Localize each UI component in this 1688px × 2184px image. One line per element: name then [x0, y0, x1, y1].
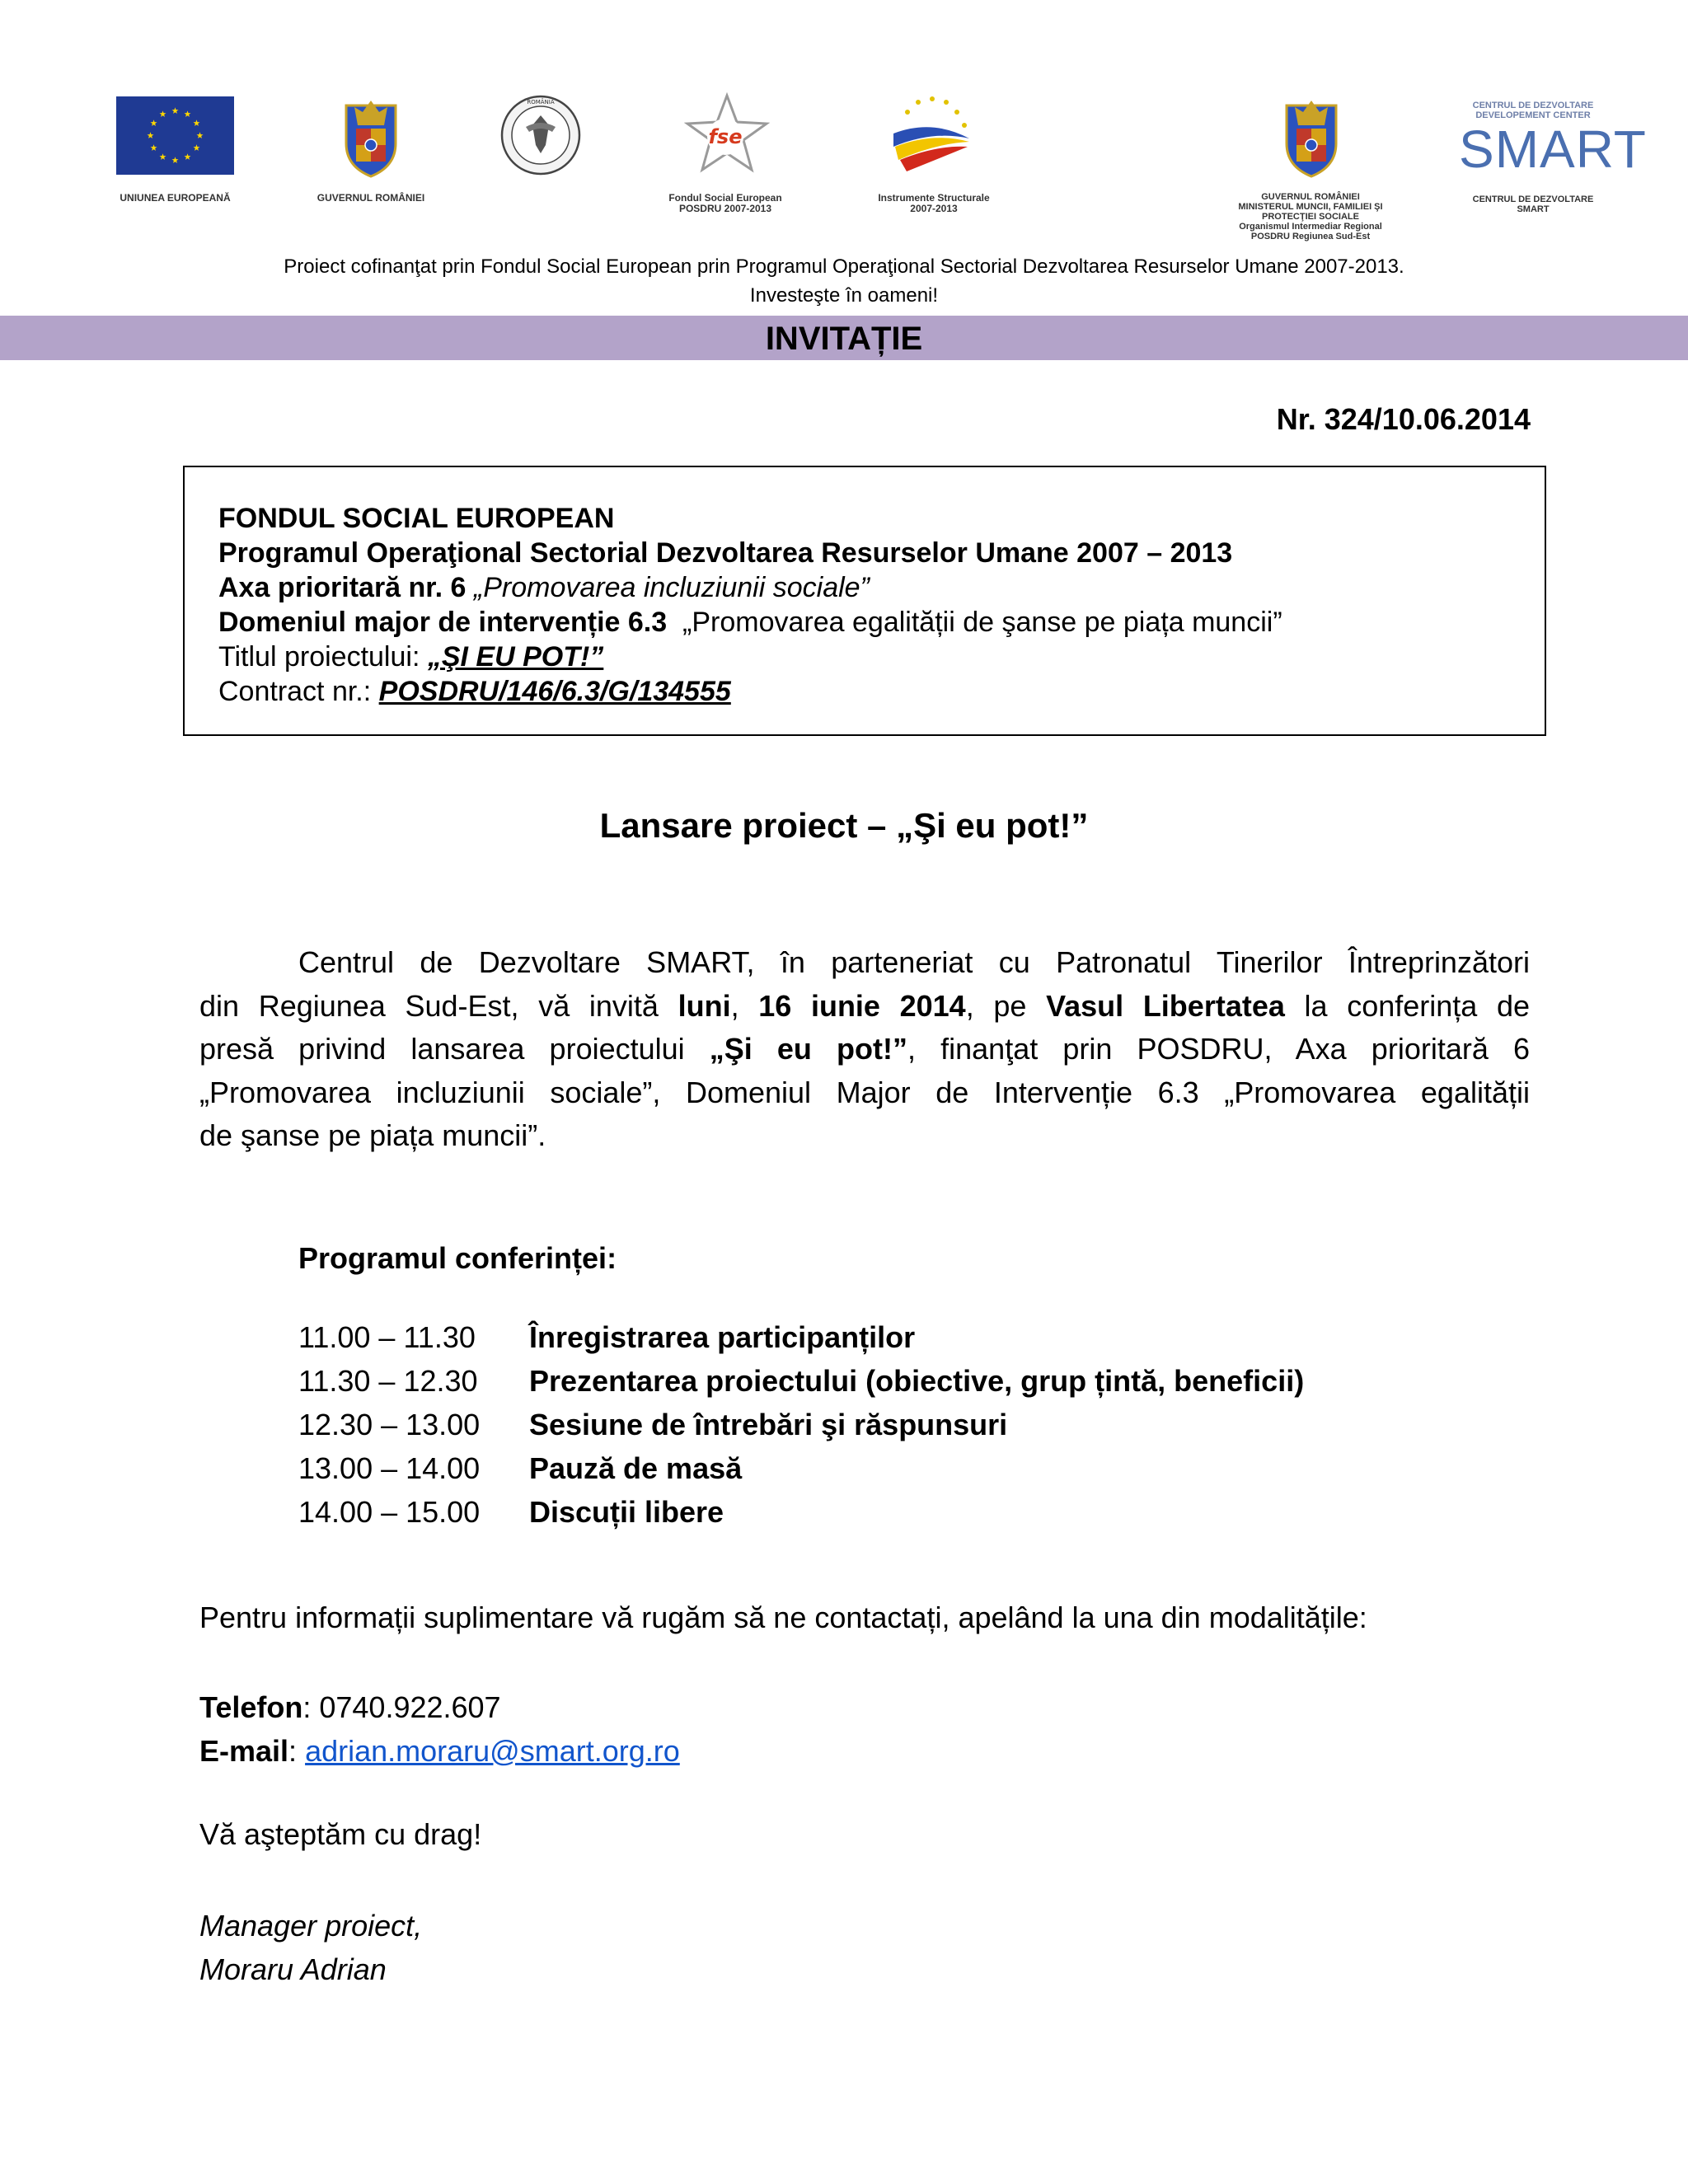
signature-role: Manager proiect, [199, 1909, 423, 1943]
ministry-caption-line: GUVERNUL ROMÂNIEI [1261, 192, 1360, 202]
smart-top-line: DEVELOPEMENT CENTER [1475, 110, 1591, 120]
priority-axis-label: Axa prioritară nr. 6 [218, 572, 467, 603]
phone-number: 0740.922.607 [319, 1690, 501, 1724]
paragraph-line: Centrul de Dezvoltare SMART, în parteneriat cu Patronatul Tinerilor Întreprinzători [298, 945, 1530, 979]
ministry-coat-of-arms-logo [1280, 94, 1343, 178]
seal-ring-text: ROMÂNIA [527, 99, 555, 105]
paragraph-line [199, 985, 1530, 1029]
closing-line: Vă aşteptăm cu drag! [199, 1817, 482, 1851]
launch-heading: Lansare proiect – „Şi eu pot!” [599, 806, 1089, 845]
cofinance-line-1: Proiect cofinanţat prin Fondul Social European prin Programul Operaţional Sectorial Dezvoltarea Resurselor Umane 2007-2013. [284, 255, 1404, 278]
eu-flag-logo [116, 96, 234, 175]
text-run: , pe [965, 988, 1047, 1023]
round-seal-logo [499, 94, 582, 176]
smart-bottom-line: SMART [1517, 204, 1550, 214]
text-run: la conferința de [1284, 988, 1531, 1023]
is-caption-line: Instrumente Structurale [878, 192, 990, 204]
phone-label: Telefon [199, 1690, 303, 1724]
phone-line: Telefon: 0740.922.607 [199, 1690, 501, 1724]
project-title-value: „ŞI EU POT!” [427, 641, 604, 673]
schedule-activity: Prezentarea proiectului (obiective, grup țintă, beneficii) [529, 1364, 1305, 1398]
info-line: Pentru informații suplimentare vă rugăm să ne contactați, apelând la una din modalitățile: [199, 1601, 1367, 1634]
eu-caption: UNIUNEA EUROPEANĂ [120, 192, 231, 204]
ministry-caption-line: Organismul Intermediar Regional [1239, 222, 1382, 232]
schedule-row [298, 1446, 1304, 1490]
intervention-domain-value: „Promovarea egalității de şanse pe piața muncii” [667, 607, 1282, 638]
date-day: luni [678, 988, 731, 1023]
project-title [218, 640, 1282, 674]
text-run: , [730, 988, 759, 1023]
paragraph-line: de şanse pe piața muncii”. [199, 1118, 546, 1152]
project-info-lines [218, 501, 1282, 709]
program-schedule [298, 1315, 1304, 1534]
fse-caption [635, 193, 816, 214]
instrumente-structurale-logo [887, 92, 978, 175]
fse-caption-line: Fondul Social European [668, 192, 782, 204]
signature-name: Moraru Adrian [199, 1952, 387, 1986]
is-caption [843, 193, 1025, 214]
ministry-caption-line: MINISTERUL MUNCII, FAMILIEI ŞI [1238, 202, 1383, 212]
email-link[interactable]: adrian.moraru@smart.org.ro [305, 1734, 680, 1768]
text-run: din Regiunea Sud-Est, vă invită [199, 988, 678, 1023]
contact-block [199, 1685, 680, 1773]
schedule-time: 14.00 – 15.00 [298, 1495, 481, 1529]
signature-block [199, 1904, 422, 1991]
schedule-activity: Pauză de masă [529, 1451, 743, 1485]
ministry-caption-line: PROTECŢIEI SOCIALE [1262, 212, 1359, 222]
smart-top-line: CENTRUL DE DEZVOLTARE [1472, 101, 1594, 110]
text-run: , finanţat prin POSDRU, Axa prioritară 6 [907, 1032, 1530, 1066]
text-run: presă privind lansarea proiectului [199, 1032, 710, 1066]
ministry-caption-line: POSDRU Regiunea Sud-Est [1250, 232, 1371, 241]
smart-bottom-line: CENTRUL DE DEZVOLTARE [1472, 194, 1594, 204]
schedule-time: 11.00 – 11.30 [298, 1320, 476, 1354]
romania-coat-of-arms-logo [340, 94, 402, 178]
schedule-activity: Discuții libere [529, 1495, 724, 1529]
invitation-paragraph [199, 941, 1530, 1158]
email-line: E-mail: adrian.moraru@smart.org.ro [199, 1734, 680, 1768]
smart-bottom-caption [1447, 194, 1620, 214]
priority-axis [218, 570, 1282, 605]
program-title: Programul conferinței: [298, 1241, 617, 1275]
paragraph-line: „Promovarea incluziunii sociale”, Domeniul Major de Intervenție 6.3 „Promovarea egalității [199, 1075, 1530, 1109]
schedule-row [298, 1403, 1304, 1446]
document-number: Nr. 324/10.06.2014 [1276, 402, 1531, 436]
ministry-caption [1212, 192, 1409, 241]
schedule-row [298, 1359, 1304, 1403]
project-name: „Şi eu pot!” [709, 1032, 908, 1066]
contract-value: POSDRU/146/6.3/G/134555 [378, 676, 731, 707]
page-title: INVITAȚIE [765, 321, 923, 357]
is-caption-line: 2007-2013 [910, 203, 958, 214]
smart-wordmark: SMART [1459, 120, 1647, 179]
fse-logo-text: fse [708, 125, 743, 148]
schedule-activity: Înregistrarea participanților [529, 1320, 916, 1354]
schedule-time: 12.30 – 13.00 [298, 1408, 481, 1441]
schedule-row [298, 1490, 1304, 1534]
smart-top-caption [1447, 101, 1620, 120]
schedule-time: 13.00 – 14.00 [298, 1451, 481, 1485]
intervention-domain [218, 605, 1282, 640]
fund-name: FONDUL SOCIAL EUROPEAN [218, 503, 615, 534]
schedule-activity: Sesiune de întrebări şi răspunsuri [529, 1408, 1008, 1441]
event-venue: Vasul Libertatea [1046, 988, 1285, 1023]
fse-caption-line: POSDRU 2007-2013 [678, 203, 772, 214]
priority-axis-value: „Promovarea incluziunii sociale” [466, 572, 870, 603]
email-label: E-mail [199, 1734, 289, 1768]
schedule-time: 11.30 – 12.30 [298, 1364, 478, 1398]
program-name: Programul Operaţional Sectorial Dezvoltarea Resurselor Umane 2007 – 2013 [218, 537, 1233, 569]
paragraph-line [199, 1028, 1530, 1071]
intervention-domain-label: Domeniul major de intervenție 6.3 [218, 607, 668, 638]
event-date: 16 iunie 2014 [758, 988, 966, 1023]
contract-label: Contract nr.: [218, 676, 379, 707]
schedule-row [298, 1315, 1304, 1359]
project-title-label: Titlul proiectului: [218, 641, 428, 673]
gov-caption: GUVERNUL ROMÂNIEI [316, 192, 425, 204]
fse-logo [684, 92, 770, 173]
contract-number [218, 674, 1282, 709]
cofinance-line-2: Investeşte în oameni! [749, 284, 939, 307]
